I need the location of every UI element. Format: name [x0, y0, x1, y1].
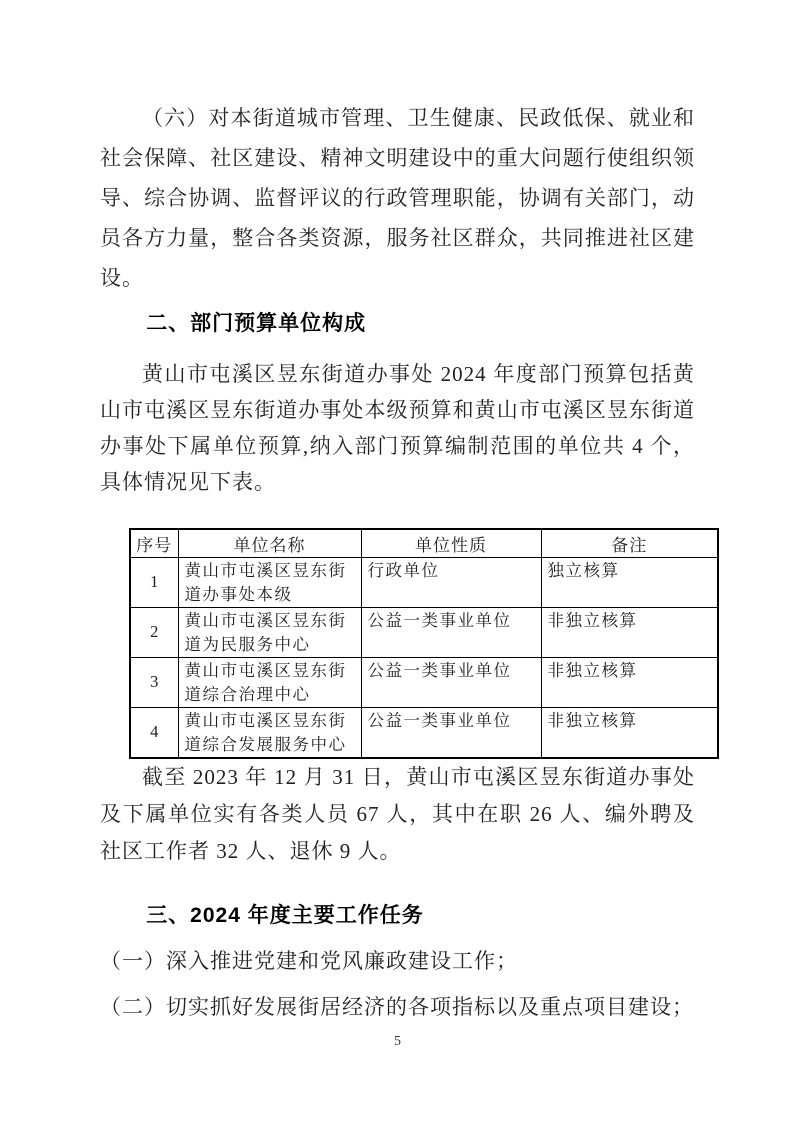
table-row	[130, 657, 718, 707]
paragraph-duties: （六）对本街道城市管理、卫生健康、民政低保、就业和社会保障、社区建设、精神文明建设中的重大问题行使组织领导、综合协调、监督评议的行政管理职能，协调有关部门，动员各方力量，整合各类资源，服务社区群众，共同推进社区建设。	[100, 106, 695, 290]
cell-unit-type: 公益一类事业单位	[361, 707, 541, 758]
table-header-unit-type: 单位性质	[361, 529, 541, 557]
cell-index: 4	[130, 707, 178, 758]
cell-unit-name: 黄山市屯溪区昱东街道办事处本级	[178, 557, 361, 607]
cell-unit-name: 黄山市屯溪区昱东街道综合治理中心	[178, 657, 361, 707]
cell-unit-type: 公益一类事业单位	[361, 657, 541, 707]
table-row	[130, 557, 718, 607]
table-row	[130, 707, 718, 758]
table-header-note: 备注	[541, 529, 718, 557]
cell-unit-name: 黄山市屯溪区昱东街道综合发展服务中心	[178, 707, 361, 758]
paragraph-staffing: 截至 2023 年 12 月 31 日，黄山市屯溪区昱东街道办事处及下属单位实有各类人员 67 人，其中在职 26 人、编外聘及社区工作者 32 人、退休 9 人。	[100, 764, 695, 863]
cell-unit-type: 公益一类事业单位	[361, 607, 541, 657]
table-header-unit-name: 单位名称	[178, 529, 361, 557]
paragraph-budget-composition: 黄山市屯溪区昱东街道办事处 2024 年度部门预算包括黄山市屯溪区昱东街道办事处本级预算和黄山市屯溪区昱东街道办事处下属单位预算,纳入部门预算编制范围的单位共 4 个，具体情况见下表。	[100, 362, 695, 494]
cell-index: 3	[130, 657, 178, 707]
task-item-1: （一）深入推进党建和党风廉政建设工作；	[100, 948, 518, 973]
section-heading-work-tasks: 三、2024 年度主要工作任务	[146, 903, 424, 927]
cell-index: 1	[130, 557, 178, 607]
cell-note: 非独立核算	[541, 607, 718, 657]
table-header-index: 序号	[130, 529, 178, 557]
section-heading-budget-units: 二、部门预算单位构成	[146, 312, 367, 335]
table-header-row	[130, 529, 718, 557]
table-row	[130, 607, 718, 657]
cell-unit-type: 行政单位	[361, 557, 541, 607]
task-item-2: （二）切实抓好发展街居经济的各项指标以及重点项目建设；	[100, 994, 694, 1019]
cell-unit-name: 黄山市屯溪区昱东街道为民服务中心	[178, 607, 361, 657]
budget-units-table	[129, 528, 719, 759]
cell-note: 非独立核算	[541, 657, 718, 707]
table-row	[130, 529, 718, 557]
cell-note: 独立核算	[541, 557, 718, 607]
page-number: 5	[394, 1033, 401, 1049]
cell-note: 非独立核算	[541, 707, 718, 758]
cell-index: 2	[130, 607, 178, 657]
